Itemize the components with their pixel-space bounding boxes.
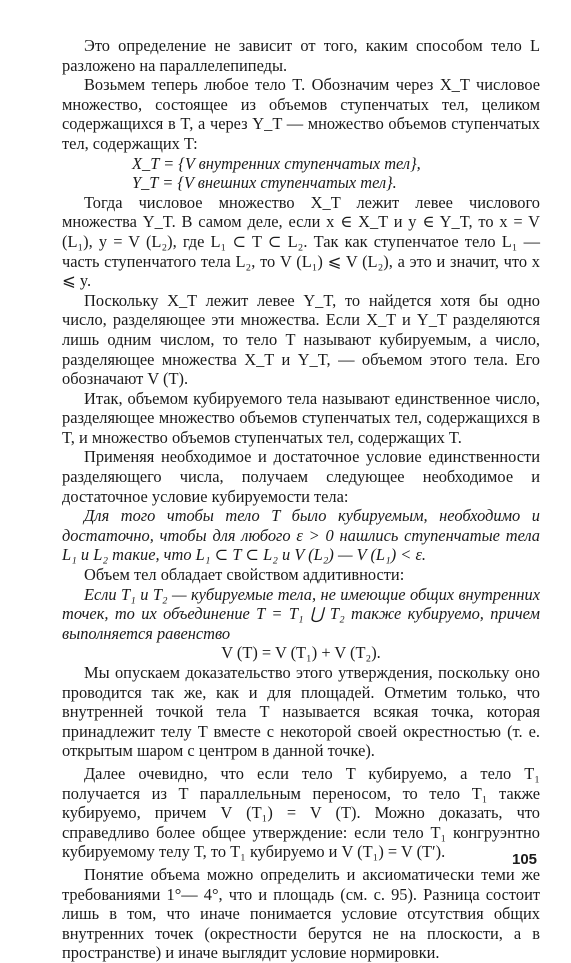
paragraph: Итак, объемом кубируемого тела называют единственное число, разделяющее множество объемов ступенчатых тел, содержащихся в T, и множество объемов ступенчатых тел, содержащих T.: [62, 388, 540, 447]
paragraph: Применяя необходимое и достаточное условие единственности разделяющего числа, получаем следующее необходимое и достаточное условие кубируемости тела:: [62, 447, 540, 506]
formula-x-set: X_T = {V внутренних ступенчатых тел},: [132, 153, 421, 173]
formula-additivity: V (T) = V (T₁) + V (T₂).: [221, 643, 381, 663]
formula-y-set: Y_T = {V внешних ступенчатых тел}.: [132, 173, 397, 193]
paragraph: Тогда числовое множество X_T лежит левее числового множества Y_T. В самом деле, если x ∈ X_T и y ∈ Y_T, то x = V (L₁), y = V (L₂), где L₁ ⊂ T ⊂ L₂. Так как ступенчатое тело L₁ — часть ступенчатого тела L₂, то V (L₁) ⩽ V (L₂), а это и значит, что x ⩽ y.: [62, 192, 540, 291]
paragraph: Возьмем теперь любое тело T. Обозначим через X_T числовое множество, состоящее из объемов ступенчатых тел, целиком содержащихся в T, а через Y_T — множество объемов ступенчатых тел, содержащих T:: [62, 75, 540, 153]
paragraph: Поскольку X_T лежит левее Y_T, то найдется хотя бы одно число, разделяющее эти множества. Если X_T и Y_T разделяются лишь одним числом, то тело T называют кубируемым, а число, разделяющее множества X_T и Y_T, — объемом этого тела. Его обозначают V (T).: [62, 290, 540, 389]
page-number: 105: [512, 851, 538, 868]
paragraph: Далее очевидно, что если тело T кубируемо, а тело T₁ получается из T параллельным переносом, то тело T₁ также кубируемо, причем V (T₁) = V (T). Можно доказать, что справедливо более общее утверждение: если тело T₁ конгруэнтно кубируемому телу T, то T₁ кубируемо и V (T₁) = V (T′).: [62, 763, 540, 862]
paragraph: Понятие объема можно определить и аксиоматически теми же требованиями 1°— 4°, что и площадь (см. с. 95). Разница состоит лишь в том, что иначе понимается условие отсутствия общих внутренних точек (окрестности берутся не на плоскости, а в пространстве) и иначе выглядит условие нормировки.: [62, 864, 540, 963]
paragraph: Это определение не зависит от того, каким способом тело L разложено на параллелепипеды.: [62, 36, 540, 75]
theorem-text: Если T₁ и T₂ — кубируемые тела, не имеющие общих внутренних точек, то их объединение T = T₁ ⋃ T₂ также кубируемо, причем выполняется равенство: [62, 584, 540, 643]
theorem-text: Для того чтобы тело T было кубируемым, необходимо и достаточно, чтобы для любого ε > 0 нашлись ступенчатые тела L₁ и L₂ такие, что L₁ ⊂ T ⊂ L₂ и V (L₂) — V (L₁) < ε.: [62, 506, 540, 565]
page-text: [62, 36, 540, 963]
paragraph: Объем тел обладает свойством аддитивности:: [84, 565, 405, 585]
paragraph: Мы опускаем доказательство этого утверждения, поскольку оно проводится так же, как и для площадей. Отметим только, что внутренней точкой тела T называется всякая точка, которая принадлежит телу T вместе с некоторой своей окрестностью (т. е. открытым шаром с центром в данной точке).: [62, 663, 540, 761]
